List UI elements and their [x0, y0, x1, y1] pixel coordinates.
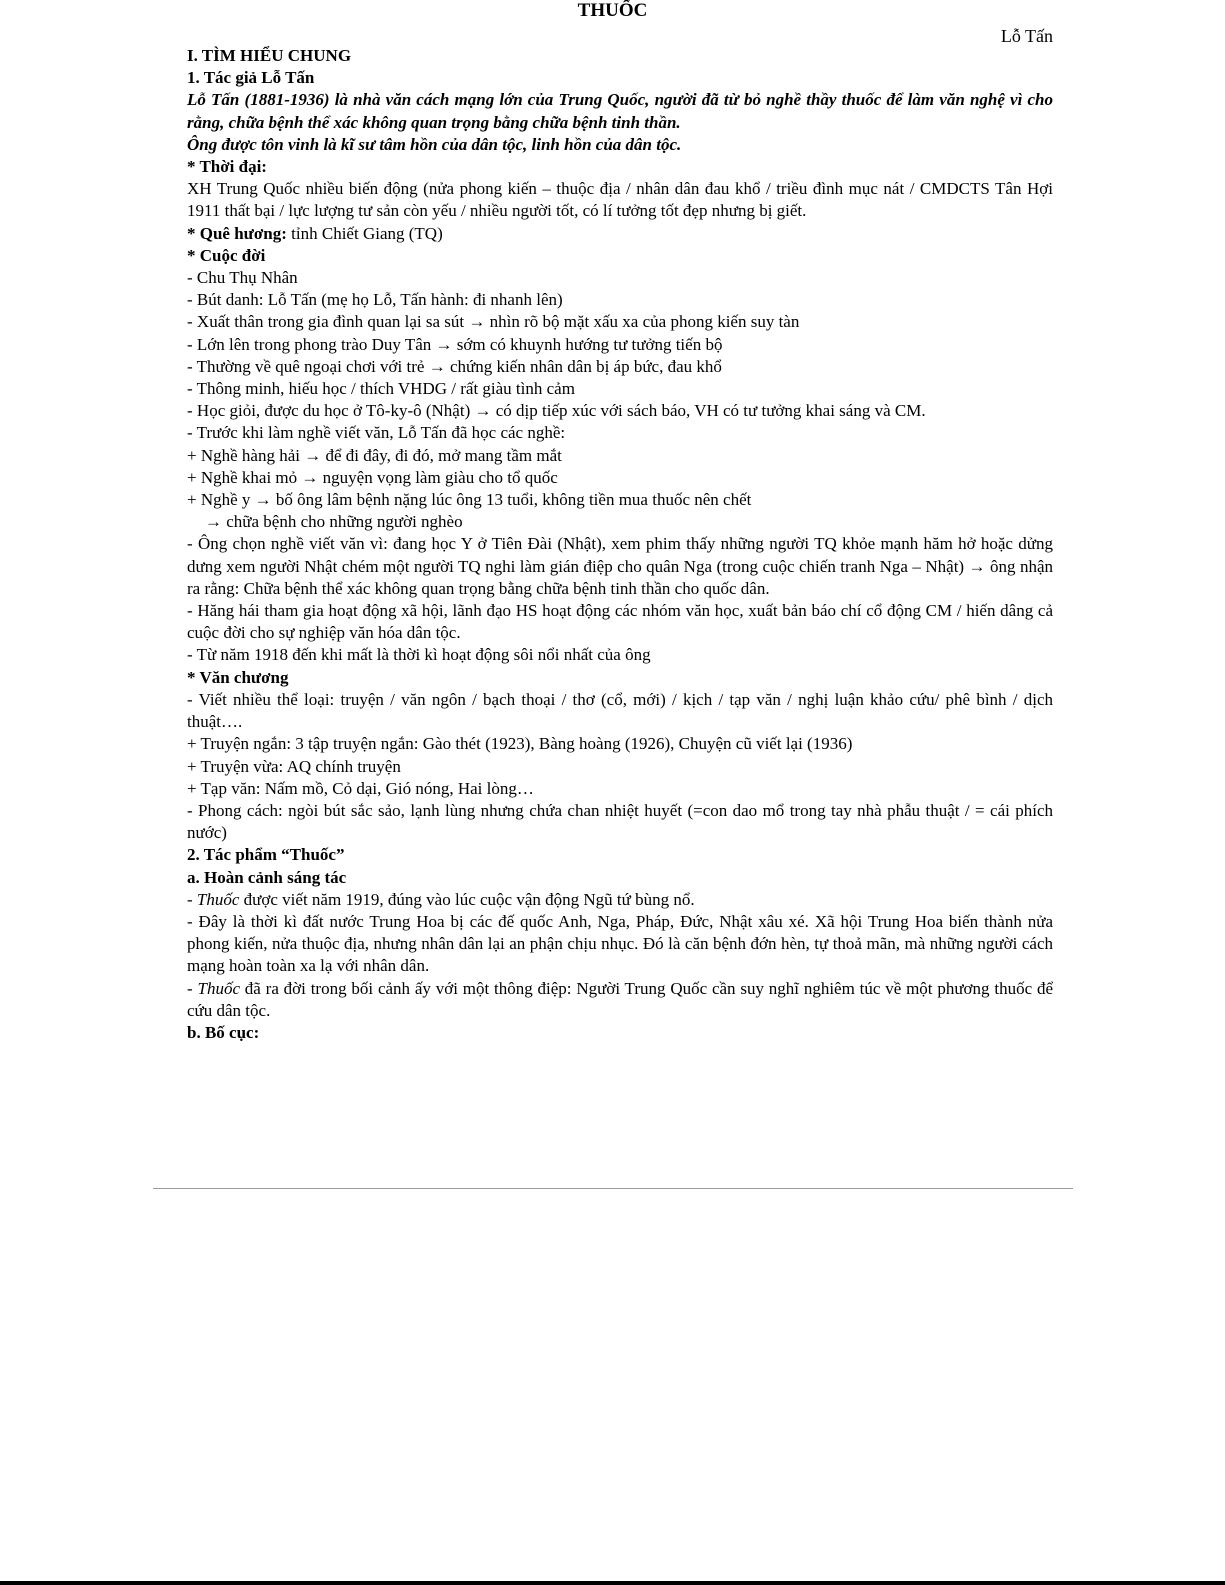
- life-item: - Thông minh, hiếu học / thích VHDG / rất giàu tình cảm: [187, 379, 575, 399]
- life-item: - Bút danh: Lỗ Tấn (mẹ họ Lỗ, Tấn hành: đi nhanh lên): [187, 290, 563, 310]
- literature-style: - Phong cách: ngòi bút sắc sảo, lạnh lùng nhưng chứa chan nhiệt huyết (=con dao mổ trong tay nhà phẫu thuật / = cái phích nước): [187, 800, 1053, 843]
- subheading-context: a. Hoàn cảnh sáng tác: [187, 867, 347, 887]
- era-label: * Thời đại:: [187, 157, 267, 177]
- hometown-text: tỉnh Chiết Giang (TQ): [286, 223, 443, 243]
- literature-item: + Truyện ngắn: 3 tập truyện ngắn: Gào thét (1923), Bàng hoàng (1926), Chuyện cũ viết lại (1936): [187, 734, 853, 754]
- context-item-3: [187, 978, 1053, 1022]
- life-career-choice: - Ông chọn nghề viết văn vì: đang học Y ở Tiên Đài (Nhật), xem phim thấy những người TQ khỏe mạnh hăm hở hoặc dửng dưng xem người Nhật chém một người TQ nghi làm gián điệp cho quân Nga (trong cuộc chiến tranh Nga – Nhật) → ông nhận ra rằng: Chữa bệnh thể xác không quan trọng bằng chữa bệnh tinh thần cho quốc dân.: [187, 534, 1053, 598]
- literature-label: * Văn chương: [187, 667, 289, 687]
- life-item: + Nghề hàng hải → để đi đây, đi đó, mở mang tầm mắt: [187, 445, 562, 465]
- life-active-period: - Từ năm 1918 đến khi mất là thời kì hoạt động sôi nổi nhất của ông: [187, 645, 651, 665]
- context-item-1: [187, 889, 1053, 911]
- work-title: Thuốc: [197, 978, 240, 998]
- life-item: - Thường về quê ngoại chơi với trẻ → chứng kiến nhân dân bị áp bức, đau khổ: [187, 356, 722, 376]
- subheading-author: 1. Tác giả Lỗ Tấn: [187, 68, 315, 88]
- section-heading-overview: I. TÌM HIỂU CHUNG: [187, 46, 352, 65]
- literature-item: + Tạp văn: Nấm mồ, Cỏ dại, Gió nóng, Hai lòng…: [187, 778, 534, 798]
- life-activities: - Hăng hái tham gia hoạt động xã hội, lãnh đạo HS hoạt động các nhóm văn học, xuất bản báo chí cổ động CM / hiến dâng cả cuộc đời cho sự nghiệp văn hóa dân tộc.: [187, 601, 1053, 643]
- hometown-line: [187, 223, 1053, 245]
- life-arrow-line: → chữa bệnh cho những người nghèo: [205, 512, 463, 532]
- context-item-2: - Đây là thời kì đất nước Trung Hoa bị các đế quốc Anh, Nga, Pháp, Đức, Nhật xâu xé. Xã hội Trung Hoa biến thành nửa phong kiến, nửa thuộc địa, nhưng nhân dân lại an phận chịu nhục. Đó là căn bệnh đớn hèn, tự thoả mãn, mà những người cách mạng hoàn toàn xa lạ với nhân dân.: [187, 911, 1053, 976]
- hometown-label: * Quê hương:: [187, 223, 287, 243]
- author-honor: Ông được tôn vinh là kĩ sư tâm hồn của dân tộc, linh hồn của dân tộc.: [187, 134, 682, 154]
- life-item: + Nghề y → bố ông lâm bệnh nặng lúc ông 13 tuổi, không tiền mua thuốc nên chết: [187, 490, 752, 510]
- life-item: - Chu Thụ Nhân: [187, 268, 298, 288]
- era-text: XH Trung Quốc nhiều biến động (nửa phong kiến – thuộc địa / nhân dân đau khổ / triều đình mục nát / CMDCTS Tân Hợi 1911 thất bại / lực lượng tư sản còn yếu / nhiều người tốt, có lí tưởng tốt đẹp nhưng bị giết.: [187, 179, 1053, 221]
- document-body: [187, 45, 1053, 1044]
- section-heading-work: 2. Tác phẩm “Thuốc”: [187, 845, 345, 865]
- life-label: * Cuộc đời: [187, 245, 266, 265]
- document-title: THUỐC: [577, 0, 648, 21]
- literature-item: + Truyện vừa: AQ chính truyện: [187, 756, 401, 776]
- life-item: - Trước khi làm nghề viết văn, Lỗ Tấn đã học các nghề:: [187, 423, 566, 443]
- author-name: Lỗ Tấn: [1000, 26, 1053, 46]
- life-item: - Lớn lên trong phong trào Duy Tân → sớm có khuynh hướng tư tưởng tiến bộ: [187, 334, 723, 354]
- author-intro: Lỗ Tấn (1881-1936) là nhà văn cách mạng lớn của Trung Quốc, người đã từ bỏ nghề thầy thuốc để làm văn nghệ vì cho rằng, chữa bệnh thể xác không quan trọng bằng chữa bệnh tinh thần.: [187, 90, 1053, 132]
- subheading-layout: b. Bố cục:: [187, 1022, 260, 1042]
- literature-genres: - Viết nhiều thể loại: truyện / văn ngôn / bạch thoại / thơ (cổ, mới) / kịch / tạp văn / nghị luận khảo cứu/ phê bình / dịch thuật….: [187, 689, 1053, 732]
- life-item: - Xuất thân trong gia đình quan lại sa sút → nhìn rõ bộ mặt xấu xa của phong kiến suy tàn: [187, 312, 800, 332]
- bottom-edge-bar: [0, 1581, 1225, 1585]
- bullet-dash: -: [187, 889, 197, 909]
- bullet-dash: -: [187, 978, 198, 998]
- life-item: + Nghề khai mỏ → nguyện vọng làm giàu cho tổ quốc: [187, 467, 558, 487]
- context-text: được viết năm 1919, đúng vào lúc cuộc vận động Ngũ tứ bùng nổ.: [239, 889, 695, 909]
- work-title: Thuốc: [196, 889, 240, 909]
- life-item: - Học giỏi, được du học ở Tô-ky-ô (Nhật) → có dịp tiếp xúc với sách báo, VH có tư tưởng khai sáng và CM.: [187, 401, 926, 421]
- context-text: đã ra đời trong bối cảnh ấy với một thông điệp: Người Trung Quốc cần suy nghĩ nghiêm túc về một phương thuốc để cứu dân tộc.: [187, 978, 1053, 1020]
- page-divider: [153, 1188, 1073, 1189]
